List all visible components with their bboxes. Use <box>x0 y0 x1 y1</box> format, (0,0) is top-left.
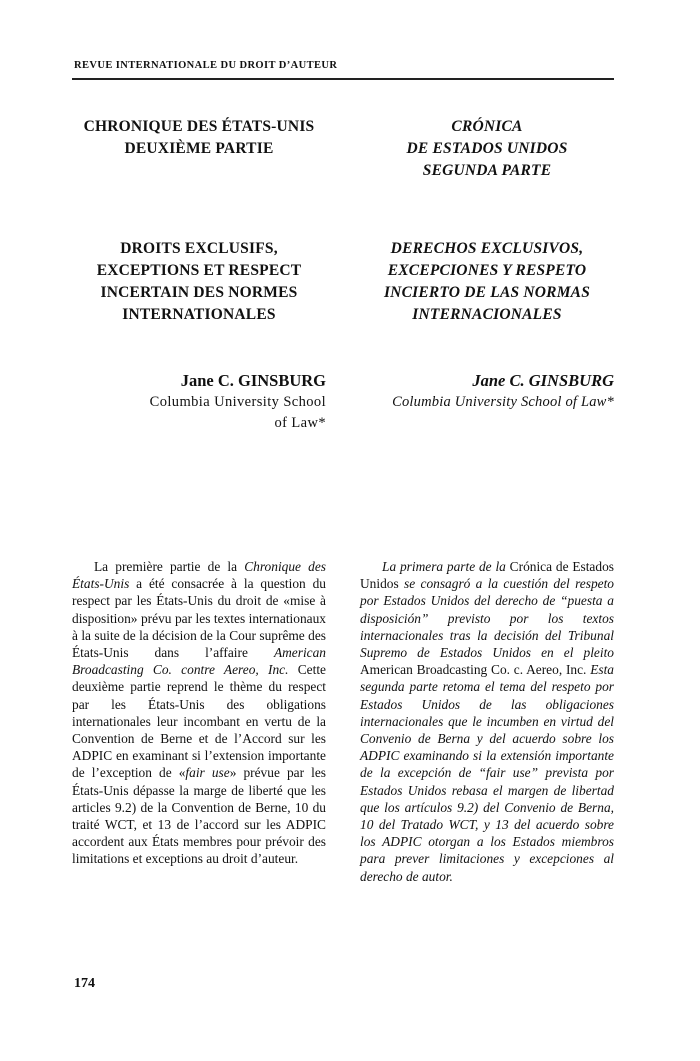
french-title-line: DROITS EXCLUSIFS, <box>120 240 278 257</box>
spanish-title-line: INCIERTO DE LAS NORMAS <box>383 284 591 301</box>
french-text-run: » prévue par les États-Unis dépasse la marge de liberté que les articles 9.2) de la Convention de Berne, 10 du traité WCT, et 13 de l’accord sur les ADPIC accordent aux États membres pour prévoir des limitations et exceptions au droit d’auteur. <box>72 765 326 867</box>
header-rule <box>72 78 614 80</box>
french-text-run: La première partie de la <box>94 559 245 574</box>
spanish-upright-run: American Broadcasting Co. c. Aereo, Inc. <box>360 662 587 678</box>
french-article-title <box>72 238 326 326</box>
spanish-title-line: INTERNACIONALES <box>412 306 562 323</box>
spanish-upright-run: Crónica de Estados Unidos <box>360 559 614 592</box>
spanish-text-run: se consagró a la cuestión del respeto por Estados Unidos del derecho de “puesta a disposición” previsto por los textos internacionales tras la decisión del Tribunal Supremo de Estados Unidos en el pleito <box>360 576 614 661</box>
french-byline <box>72 370 326 434</box>
spanish-article-title <box>360 238 614 326</box>
page-number: 174 <box>74 976 95 991</box>
french-affiliation-line: Columbia University School <box>149 394 326 410</box>
french-chronicle-line: CHRONIQUE DES ÉTATS-UNIS <box>83 118 315 135</box>
french-text-run: Cette deuxième partie reprend le thème du respect par les États-Unis des obligations internationales leur incombant en vertu de la Convention de Berne et de l’Accord sur les ADPIC en examinant si l’extension importante de l’exception de « <box>72 662 327 781</box>
french-abstract-paragraph <box>72 558 326 868</box>
spanish-chronicle-heading <box>360 116 614 182</box>
french-author-name: Jane C. GINSBURG <box>180 371 326 390</box>
french-abstract <box>72 558 326 868</box>
spanish-affiliation: Columbia University School of Law* <box>392 394 614 410</box>
spanish-title-line: DERECHOS EXCLUSIVOS, <box>390 240 584 257</box>
spanish-text-run: Esta segunda parte retoma el tema del respeto por Estados Unidos de las obligaciones internacionales que le incumben en virtud del Convenio de Berna y del acuerdo sobre los ADPIC examinando si la extensión importante de la excepción de “fair use” prevista por Estados Unidos rebasa el margen de libertad que los artículos 9.2) del Convenio de Berna, 10 del Tratado WCT, y 13 del acuerdo sobre los ADPIC otorgan a los Estados miembros para prever limitaciones y excepciones al derecho de autor. <box>360 662 614 884</box>
french-chronicle-line: DEUXIÈME PARTIE <box>124 140 274 157</box>
spanish-chronicle-line: DE ESTADOS UNIDOS <box>406 140 568 157</box>
french-italic-run: American Broadcasting Co. contre Aereo, Inc. <box>72 645 326 678</box>
spanish-chronicle-line: SEGUNDA PARTE <box>422 162 552 179</box>
french-affiliation-line: of Law* <box>274 415 326 431</box>
french-italic-run: fair use <box>185 765 230 781</box>
spanish-author-name: Jane C. GINSBURG <box>472 371 614 390</box>
running-head: REVUE INTERNATIONALE DU DROIT D’AUTEUR <box>74 60 338 71</box>
spanish-byline <box>360 370 614 413</box>
french-italic-run: Chronique des États-Unis <box>72 559 326 592</box>
spanish-chronicle-line: CRÓNICA <box>451 118 523 135</box>
spanish-abstract <box>360 558 614 885</box>
spanish-abstract-paragraph <box>360 558 614 885</box>
spanish-text-run: La primera parte de la <box>382 559 510 574</box>
spanish-title-line: EXCEPCIONES Y RESPETO <box>387 262 587 279</box>
french-title-line: INCERTAIN DES NORMES <box>100 284 298 301</box>
french-title-line: EXCEPTIONS ET RESPECT <box>96 262 302 279</box>
french-chronicle-heading <box>72 116 326 160</box>
french-title-line: INTERNATIONALES <box>122 306 276 323</box>
french-text-run: a été consacrée à la question du respect par les États-Unis du droit de «mise à disposition» prévu par les textes internationaux à la suite de la décision de la Cour suprême des États-Unis dans l’affaire <box>72 576 326 661</box>
